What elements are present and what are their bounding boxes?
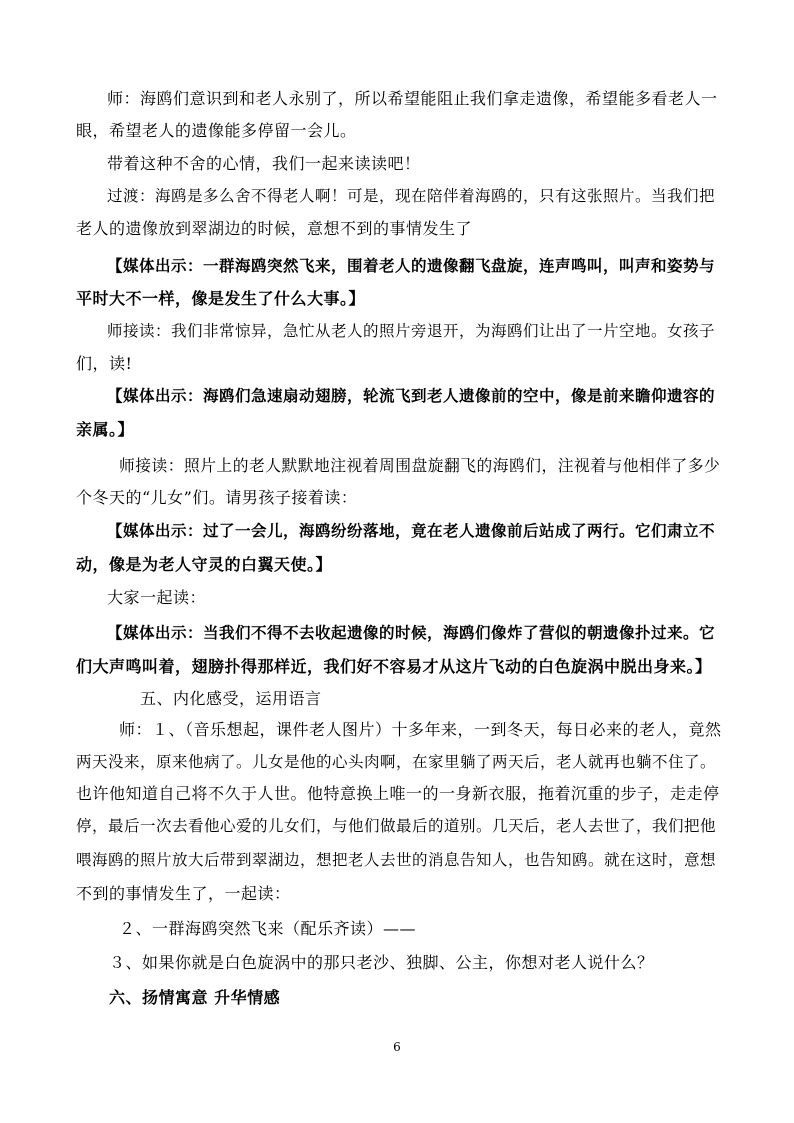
paragraph-line: 师接读：我们非常惊异，急忙从老人的照片旁退开，为海鸥们让出了一片空地。女孩子 (107, 322, 716, 340)
media-quote-line: 亲属。】 (76, 420, 135, 439)
list-item: ３、如果你就是白色旋涡中的那只老沙、独脚、公主，你想对老人说什么？ (109, 953, 654, 972)
page-number: 6 (393, 1040, 401, 1054)
paragraph-line: 两天没来，原来他病了。儿女是他的心头肉啊，在家里躺了两天后，老人就再也躺不住了。 (76, 753, 717, 771)
list-item: ２、一群海鸥突然飞来（配乐齐读）—— (119, 919, 417, 938)
paragraph-line: 眼，希望老人的遗像能多停留一会儿。 (76, 121, 357, 140)
media-quote-line: 动，像是为老人守灵的白翼天使。】 (76, 555, 333, 574)
paragraph-line: 也许他知道自己将不久于人世。他特意换上唯一的一身新衣服，拖着沉重的步子，走走停 (76, 784, 720, 803)
paragraph-line: 不到的事情发生了，一起读： (76, 884, 291, 903)
media-quote-line: 【媒体出示：当我们不得不去收起遗像的时候，海鸥们像炸了营似的朝遗像扑过来。它 (107, 623, 716, 642)
media-quote-line: 【媒体出示：海鸥们急速扇动翅膀，轮流飞到老人遗像前的空中，像是前来瞻仰遗容的 (107, 386, 716, 405)
paragraph-line: 们，读! (76, 354, 133, 373)
section-heading: 五、内化感受，运用语言 (140, 689, 322, 708)
paragraph-line: 个冬天的“儿女”们。请男孩子接着读： (76, 488, 358, 507)
paragraph-line: 喂海鸥的照片放大后带到翠湖边，想把老人去世的消息告知人，也告知鸥。就在这时，意想 (76, 851, 717, 869)
paragraph-line: 停，最后一次去看他心爱的儿女们，与他们做最后的道别。几天后，老人去世了，我们把他 (76, 817, 717, 835)
media-quote-line: 【媒体出示：过了一会儿，海鸥纷纷落地，竟在老人遗像前后站成了两行。它们肃立不 (107, 521, 716, 540)
paragraph-line: 师：１、（音乐想起，课件老人图片）十多年来，一到冬天，每日必来的老人，竟然 (119, 720, 722, 739)
paragraph-line: 老人的遗像放到翠湖边的时候，意想不到的事情发生了 (76, 219, 473, 238)
paragraph-line: 过渡：海鸥是多么舍不得老人啊！可是，现在陪伴着海鸥的，只有这张照片。当我们把 (107, 187, 716, 205)
media-quote-line: 平时大不一样，像是发生了什么大事。】 (76, 289, 366, 308)
paragraph-line: 带着这种不舍的心情，我们一起来读读吧！ (107, 154, 421, 173)
paragraph-line: 师：海鸥们意识到和老人永别了，所以希望能阻止我们拿走遗像，希望能多看老人一 (107, 89, 718, 108)
section-heading: 六、扬情寓意 升华情感 (109, 988, 281, 1007)
paragraph-line: 师接读：照片上的老人默默地注视着周围盘旋翻飞的海鸥们，注视着与他相伴了多少 (119, 456, 721, 475)
media-quote-line: 们大声鸣叫着，翅膀扑得那样近，我们好不容易才从这片飞动的白色旋涡中脱出身来。】 (76, 657, 712, 676)
paragraph-line: 大家一起读： (107, 588, 207, 607)
media-quote-line: 【媒体出示：一群海鸥突然飞来，围着老人的遗像翻飞盘旋，连声鸣叫，叫声和姿势与 (107, 256, 716, 275)
